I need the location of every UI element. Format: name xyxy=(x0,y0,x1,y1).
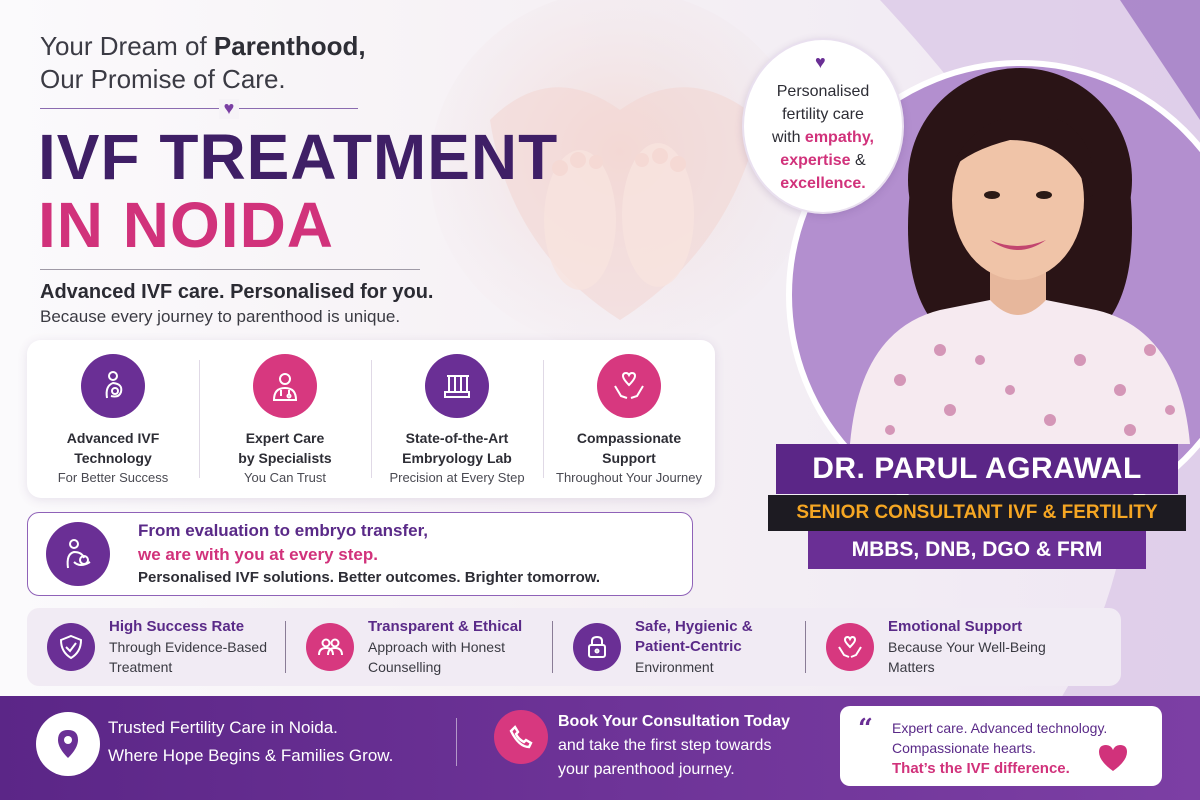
location-pin-icon xyxy=(36,712,100,776)
phone-icon[interactable] xyxy=(494,710,548,764)
page-title-location: IN NOIDA xyxy=(38,189,334,261)
heart-icon: ♥ xyxy=(219,99,239,119)
doctor-name: DR. PARUL AGRAWAL xyxy=(776,444,1178,494)
benefit-item: Safe, Hygienic & Patient-Centric Environment xyxy=(553,617,805,677)
quote-mark: “ xyxy=(858,714,873,744)
mother-baby-icon xyxy=(46,522,110,586)
benefit-item: Emotional Support Because Your Well-Being Matters xyxy=(806,617,1096,677)
shield-check-icon xyxy=(47,623,95,671)
footer-bar xyxy=(0,696,1200,800)
evaluation-box: From evaluation to embryo transfer, we are with you at every step. Personalised IVF solutions. Better outcomes. Brighter tomorrow. xyxy=(27,512,693,596)
feature-item: Advanced IVF Technology For Better Success xyxy=(27,340,199,498)
benefits-row xyxy=(27,608,1121,686)
benefit-item: High Success Rate Through Evidence-Based Treatment xyxy=(27,617,285,677)
care-bubble xyxy=(742,38,904,214)
lock-icon xyxy=(573,623,621,671)
book-consultation-text[interactable]: Book Your Consultation Today and take the first step towards your parenthood journey. xyxy=(558,713,790,778)
feature-item: State-of-the-Art Embryology Lab Precision at Every Step xyxy=(371,340,543,498)
heart-hands-icon xyxy=(597,354,661,418)
test-tubes-icon xyxy=(425,354,489,418)
feature-item: Compassionate Support Throughout Your Journey xyxy=(543,340,715,498)
subtitle-secondary: Because every journey to parenthood is unique. xyxy=(40,307,401,326)
doctor-qualifications: MBBS, DNB, DGO & FRM xyxy=(808,531,1146,569)
tagline: Your Dream of Parenthood, Our Promise of Care. xyxy=(40,31,366,94)
pregnant-woman-icon xyxy=(81,354,145,418)
features-card xyxy=(27,340,715,498)
heart-icon xyxy=(1096,742,1130,772)
divider xyxy=(40,108,358,109)
footer-trust-text: Trusted Fertility Care in Noida. Where Hope Begins & Families Grow. xyxy=(108,718,394,765)
divider xyxy=(40,269,420,270)
doctor-role: SENIOR CONSULTANT IVF & FERTILITY xyxy=(768,495,1186,531)
benefit-item: Transparent & Ethical Approach with Honest Counselling xyxy=(286,617,552,677)
feature-item: Expert Care by Specialists You Can Trust xyxy=(199,340,371,498)
page-title: IVF TREATMENT xyxy=(38,121,559,193)
bubble-text: Personalised fertility care with empathy, expertise & excellence. xyxy=(772,83,874,192)
quote-box: “ Expert care. Advanced technology. Compassionate hearts. That’s the IVF difference. xyxy=(840,706,1162,786)
heart-icon: ♥ xyxy=(815,52,826,72)
heart-hands-icon xyxy=(826,623,874,671)
separator xyxy=(456,718,457,766)
people-icon xyxy=(306,623,354,671)
subtitle: Advanced IVF care. Personalised for you. xyxy=(40,281,434,303)
doctor-icon xyxy=(253,354,317,418)
